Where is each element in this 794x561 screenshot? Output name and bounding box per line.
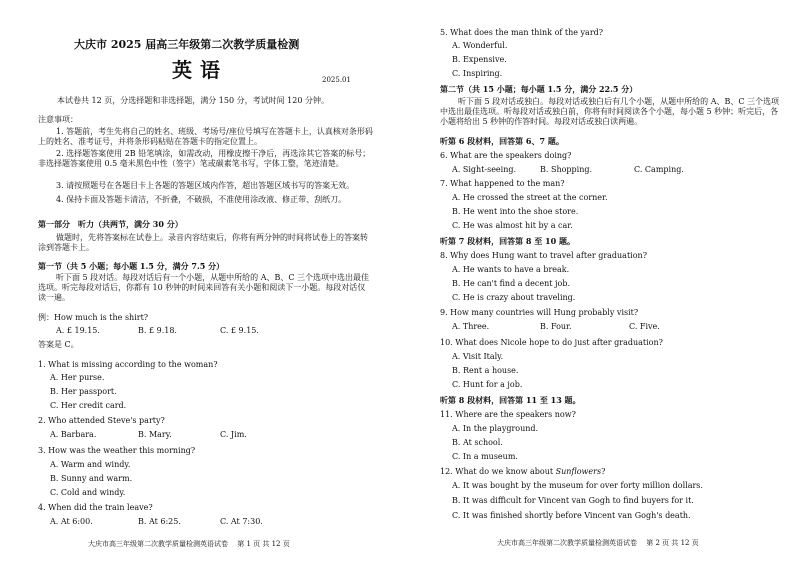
page-footer: 大庆市高三年级第二次教学质量检测英语试卷 第 1 页 共 12 页 <box>88 540 290 548</box>
example-question: 例：How much is the shirt? <box>38 313 149 322</box>
section1-desc: 听下面 5 段对话。每段对话后有一个小题，从题中所给的 A、B、C 三个选项中选出最佳选项。听完每段对话后，你都有 10 秒钟的时间来回答有关小题和阅读下一小题。每段对话仅读一遍。 <box>38 273 370 302</box>
part1-desc: 做题时，先将答案标在试卷上。录音内容结束后，你将有两分钟的时间将试卷上的答案转涂到答题卡上。 <box>38 233 368 252</box>
question-1: 1. What is missing according to the woman? <box>38 360 218 369</box>
q11-option-a: A. In the playground. <box>452 424 539 433</box>
page-footer: 大庆市高三年级第二次教学质量检测英语试卷 第 2 页 共 12 页 <box>497 539 699 547</box>
question-5: 5. What does the man think of the yard? <box>440 28 604 37</box>
notice-heading: 注意事项： <box>38 115 78 124</box>
q3-option-a: A. Warm and windy. <box>50 460 131 469</box>
question-2: 2. Who attended Steve's party? <box>38 416 165 425</box>
q3-option-b: B. Sunny and warm. <box>50 474 133 483</box>
notice-2: 2. 选择题答案使用 2B 铅笔填涂，如需改动，用橡皮擦干净后，再选涂其它答案的标号；非选择题答案使用 0.5 毫米黑色中性（签字）笔或碳素笔书写，字体工整，笔迹清楚。 <box>38 149 371 168</box>
section2-desc: 听下面 5 段对话或独白。每段对话或独白后有几个小题，从题中所给的 A、B、C 三个选项中选出最佳选项。听每段对话或独白前，你将有时间阅读各个小题，每小题 5 秒钟；听完后，各小题将给出 5 秒钟的作答时间。每段对话或独白读两遍。 <box>440 97 780 126</box>
exam-title: 大庆市 2025 届高三年级第二次教学质量检测 <box>74 38 300 51</box>
q9-option-c: C. Five. <box>629 322 660 331</box>
q1-option-c: C. Her credit card. <box>50 401 127 410</box>
q1-option-a: A. Her purse. <box>50 373 105 382</box>
q4-option-c: C. At 7:30. <box>220 517 263 526</box>
q7-option-b: B. He went into the shoe store. <box>452 207 579 216</box>
section2-heading: 第二节（共 15 小题；每小题 1.5 分，满分 22.5 分） <box>440 84 638 94</box>
q6-option-c: C. Camping. <box>634 165 684 174</box>
q5-option-a: A. Wonderful. <box>452 41 508 50</box>
question-10: 10. What does Nicole hope to do just after graduation? <box>440 338 663 347</box>
q10-option-c: C. Hunt for a job. <box>452 380 523 389</box>
example-option-c: C. £ 9.15. <box>220 326 259 335</box>
notice-1: 1. 答题前，考生先将自己的姓名、班级、考场号/座位号填写在答题卡上，认真核对条形码上的姓名、准考证号，并将条形码粘贴在答题卡的指定位置上。 <box>38 127 373 146</box>
q1-option-b: B. Her passport. <box>50 387 117 396</box>
question-9: 9. How many countries will Hung probably visit? <box>440 308 639 317</box>
q12-option-b: B. It was difficult for Vincent van Gogh to find buyers for it. <box>452 496 694 505</box>
intro-text: 本试卷共 12 页，分选择题和非选择题，满分 150 分，考试时间 120 分钟。 <box>57 96 329 105</box>
page-2 <box>397 0 794 561</box>
q11-option-c: C. In a museum. <box>452 452 518 461</box>
q5-option-c: C. Inspiring. <box>452 69 503 78</box>
q4-option-a: A. At 6:00. <box>50 517 93 526</box>
q2-option-b: B. Mary. <box>138 430 172 439</box>
question-3: 3. How was the weather this morning? <box>38 446 196 455</box>
segment-7-heading: 听第 7 段材料，回答第 8 至 10 题。 <box>440 236 575 246</box>
q5-option-b: B. Expensive. <box>452 55 507 64</box>
question-6: 6. What are the speakers doing? <box>440 151 572 160</box>
q6-option-a: A. Sight-seeing. <box>452 165 517 174</box>
q12-option-a: A. It was bought by the museum for over forty million dollars. <box>452 481 703 490</box>
q10-option-b: B. Rent a house. <box>452 366 519 375</box>
q4-option-b: B. At 6:25. <box>138 517 181 526</box>
segment-6-heading: 听第 6 段材料，回答第 6、7 题。 <box>440 136 564 146</box>
exam-date: 2025.01 <box>322 76 351 84</box>
q7-option-a: A. He crossed the street at the corner. <box>452 193 608 202</box>
q2-option-a: A. Barbara. <box>50 430 97 439</box>
segment-8-heading: 听第 8 段材料，回答第 11 至 13 题。 <box>440 395 581 405</box>
example-option-b: B. £ 9.18. <box>138 326 177 335</box>
q9-option-b: B. Four. <box>540 322 572 331</box>
notice-3: 3. 请按照题号在各题目卡上各题的答题区域内作答，超出答题区域书写的答案无效。 <box>56 181 355 190</box>
notice-4: 4. 保持卡面及答题卡清洁，不折叠，不破损，不准使用涂改液、修正带、刮纸刀。 <box>56 195 347 204</box>
q10-option-a: A. Visit Italy. <box>452 352 504 361</box>
part1-heading: 第一部分 听力（共两节，满分 30 分） <box>38 219 183 229</box>
q7-option-c: C. He was almost hit by a car. <box>452 221 573 230</box>
q6-option-b: B. Shopping. <box>540 165 593 174</box>
q8-option-c: C. He is crazy about traveling. <box>452 293 576 302</box>
q8-option-a: A. He wants to have a break. <box>452 265 570 274</box>
section1-heading: 第一节（共 5 小题；每小题 1.5 分，满分 7.5 分） <box>38 261 225 271</box>
question-4: 4. When did the train leave? <box>38 503 153 512</box>
question-11: 11. Where are the speakers now? <box>440 410 576 419</box>
q8-option-b: B. He can't find a decent job. <box>452 279 570 288</box>
q12-text: 12. What do we know about <box>440 467 556 476</box>
question-8: 8. Why does Hung want to travel after graduation? <box>440 251 647 260</box>
example-option-a: A. £ 19.15. <box>56 326 100 335</box>
question-12 <box>440 467 605 477</box>
q2-option-c: C. Jim. <box>220 430 247 439</box>
q11-option-b: B. At school. <box>452 438 503 447</box>
example-answer: 答案是 C。 <box>38 340 79 349</box>
q9-option-a: A. Three. <box>452 322 490 331</box>
q12-qmark: ? <box>601 467 606 476</box>
subject-title: 英语 <box>172 58 228 82</box>
q3-option-c: C. Cold and windy. <box>50 488 126 497</box>
q12-option-c: C. It was finished shortly before Vincent van Gogh's death. <box>452 511 691 520</box>
q12-artwork-title: Sunflowers <box>555 467 602 476</box>
question-7: 7. What happened to the man? <box>440 179 565 188</box>
